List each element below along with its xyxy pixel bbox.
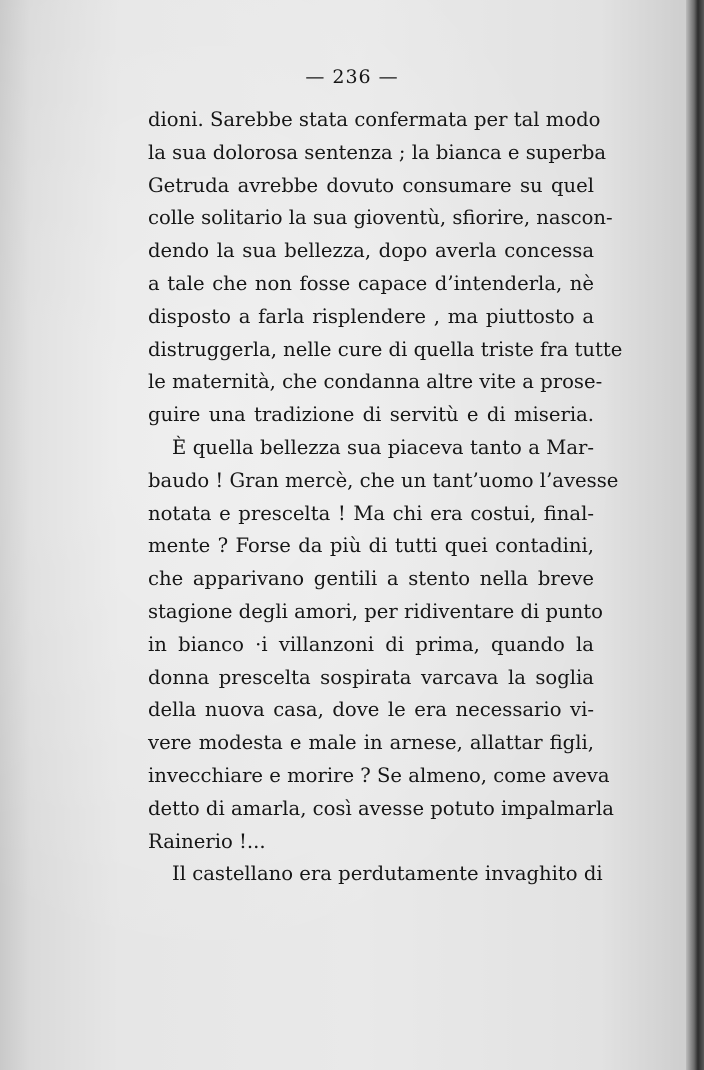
text-line: notata e prescelta ! Ma chi era costui, final- bbox=[148, 501, 594, 525]
text-line: guire una tradizione di servitù e di miseria. bbox=[148, 403, 594, 427]
text-line: mente ? Forse da più di tutti quei contadini, bbox=[148, 534, 594, 558]
text-line: invecchiare e morire ? Se almeno, come aveva bbox=[148, 763, 610, 787]
text-line: in bianco ·i villanzoni di prima, quando la bbox=[148, 632, 594, 656]
text-line: Il castellano era perdutamente invaghito di bbox=[172, 862, 603, 886]
text-line: dendo la sua bellezza, dopo averla concessa bbox=[148, 239, 594, 263]
text-line: disposto a farla risplendere , ma piuttosto a bbox=[148, 304, 594, 328]
text-line: che apparivano gentili a stento nella breve bbox=[148, 567, 594, 591]
text-line: baudo ! Gran mercè, che un tant’uomo l’avesse bbox=[148, 468, 619, 492]
text-line: le maternità, che condanna altre vite a prose- bbox=[148, 370, 603, 394]
text-line: stagione degli amori, per ridiventare di punto bbox=[148, 599, 603, 623]
body-text bbox=[148, 104, 623, 891]
book-spine-shadow bbox=[686, 0, 704, 1070]
text-line: È quella bellezza sua piaceva tanto a Mar- bbox=[172, 435, 594, 459]
text-line: della nuova casa, dove le era necessario vi- bbox=[148, 698, 594, 722]
text-line: Rainerio !... bbox=[148, 829, 266, 853]
text-line: a tale che non fosse capace d’intenderla, nè bbox=[148, 271, 594, 295]
text-line: colle solitario la sua gioventù, sfiorire, nascon- bbox=[148, 206, 613, 230]
text-line: detto di amarla, così avesse potuto impalmarla bbox=[148, 796, 614, 820]
text-line: Getruda avrebbe dovuto consumare su quel bbox=[148, 173, 594, 197]
text-line: dioni. Sarebbe stata confermata per tal modo bbox=[148, 108, 601, 131]
text-line: donna prescelta sospirata varcava la soglia bbox=[148, 665, 594, 689]
text-line: distruggerla, nelle cure di quella triste fra tutte bbox=[148, 337, 623, 361]
page-number: — 236 — bbox=[305, 66, 399, 88]
text-line: vere modesta e male in arnese, allattar figli, bbox=[148, 731, 594, 755]
text-line: la sua dolorosa sentenza ; la bianca e superba bbox=[148, 140, 607, 164]
